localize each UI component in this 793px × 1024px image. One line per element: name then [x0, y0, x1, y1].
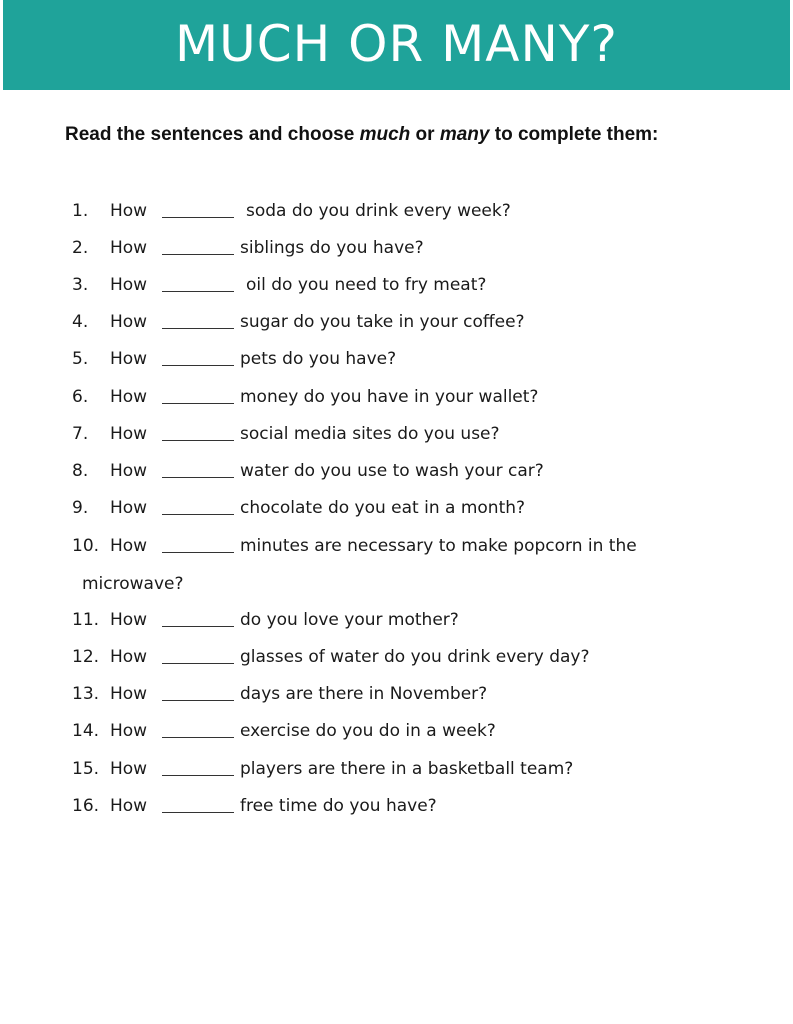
- question-how: How: [110, 201, 148, 221]
- answer-blank[interactable]: [162, 552, 234, 553]
- instructions-word-much: much: [359, 124, 411, 145]
- instructions-text-end: to complete them:: [489, 124, 659, 145]
- question-number: 2.: [72, 238, 89, 258]
- answer-blank[interactable]: [162, 663, 234, 664]
- answer-blank[interactable]: [162, 700, 234, 701]
- question-how: How: [110, 312, 148, 332]
- question-how: How: [110, 461, 148, 481]
- question-text: siblings do you have?: [240, 238, 424, 258]
- question-number: 5.: [72, 349, 89, 369]
- question-text: players are there in a basketball team?: [240, 759, 574, 779]
- title-banner: [3, 0, 790, 90]
- question-number: 1.: [72, 201, 89, 221]
- question-number: 7.: [72, 424, 89, 444]
- question-how: How: [110, 498, 148, 518]
- answer-blank[interactable]: [162, 365, 234, 366]
- question-text: sugar do you take in your coffee?: [240, 312, 525, 332]
- question-how: How: [110, 387, 148, 407]
- answer-blank[interactable]: [162, 328, 234, 329]
- question-how: How: [110, 349, 148, 369]
- instructions-text-or: or: [410, 124, 440, 145]
- question-number: 14.: [72, 721, 100, 741]
- question-text: free time do you have?: [240, 796, 437, 816]
- answer-blank[interactable]: [162, 514, 234, 515]
- question-how: How: [110, 238, 148, 258]
- answer-blank[interactable]: [162, 737, 234, 738]
- answer-blank[interactable]: [162, 812, 234, 813]
- answer-blank[interactable]: [162, 440, 234, 441]
- question-number: 12.: [72, 647, 100, 667]
- question-text: chocolate do you eat in a month?: [240, 498, 526, 518]
- answer-blank[interactable]: [162, 291, 234, 292]
- answer-blank[interactable]: [162, 626, 234, 627]
- question-text: days are there in November?: [240, 684, 488, 704]
- question-how: How: [110, 424, 148, 444]
- question-text: soda do you drink every week?: [246, 201, 511, 221]
- question-text: pets do you have?: [240, 349, 397, 369]
- question-text: exercise do you do in a week?: [240, 721, 496, 741]
- question-number: 4.: [72, 312, 89, 332]
- question-text: water do you use to wash your car?: [240, 461, 544, 481]
- question-text: social media sites do you use?: [240, 424, 500, 444]
- question-number: 3.: [72, 275, 89, 295]
- question-number: 6.: [72, 387, 89, 407]
- answer-blank[interactable]: [162, 254, 234, 255]
- question-text: minutes are necessary to make popcorn in the: [240, 536, 637, 556]
- question-how: How: [110, 721, 148, 741]
- page-title: MUCH OR MANY?: [175, 15, 618, 73]
- answer-blank[interactable]: [162, 775, 234, 776]
- instructions-text-start: Read the sentences and choose: [65, 124, 360, 145]
- question-how: How: [110, 759, 148, 779]
- question-text: oil do you need to fry meat?: [246, 275, 487, 295]
- question-number: 16.: [72, 796, 100, 816]
- question-how: How: [110, 684, 148, 704]
- question-text: do you love your mother?: [240, 610, 459, 630]
- question-10-continuation: microwave?: [82, 574, 184, 594]
- question-text: glasses of water do you drink every day?: [240, 647, 590, 667]
- question-number: 9.: [72, 498, 89, 518]
- instructions: [65, 122, 658, 148]
- question-number: 13.: [72, 684, 100, 704]
- question-text: money do you have in your wallet?: [240, 387, 539, 407]
- question-number: 15.: [72, 759, 100, 779]
- answer-blank[interactable]: [162, 403, 234, 404]
- question-how: How: [110, 796, 148, 816]
- question-how: How: [110, 275, 148, 295]
- question-how: How: [110, 610, 148, 630]
- answer-blank[interactable]: [162, 477, 234, 478]
- question-number: 8.: [72, 461, 89, 481]
- question-number: 10.: [72, 536, 100, 556]
- question-number: 11.: [72, 610, 100, 630]
- instructions-word-many: many: [439, 124, 490, 145]
- question-how: How: [110, 647, 148, 667]
- answer-blank[interactable]: [162, 217, 234, 218]
- question-how: How: [110, 536, 148, 556]
